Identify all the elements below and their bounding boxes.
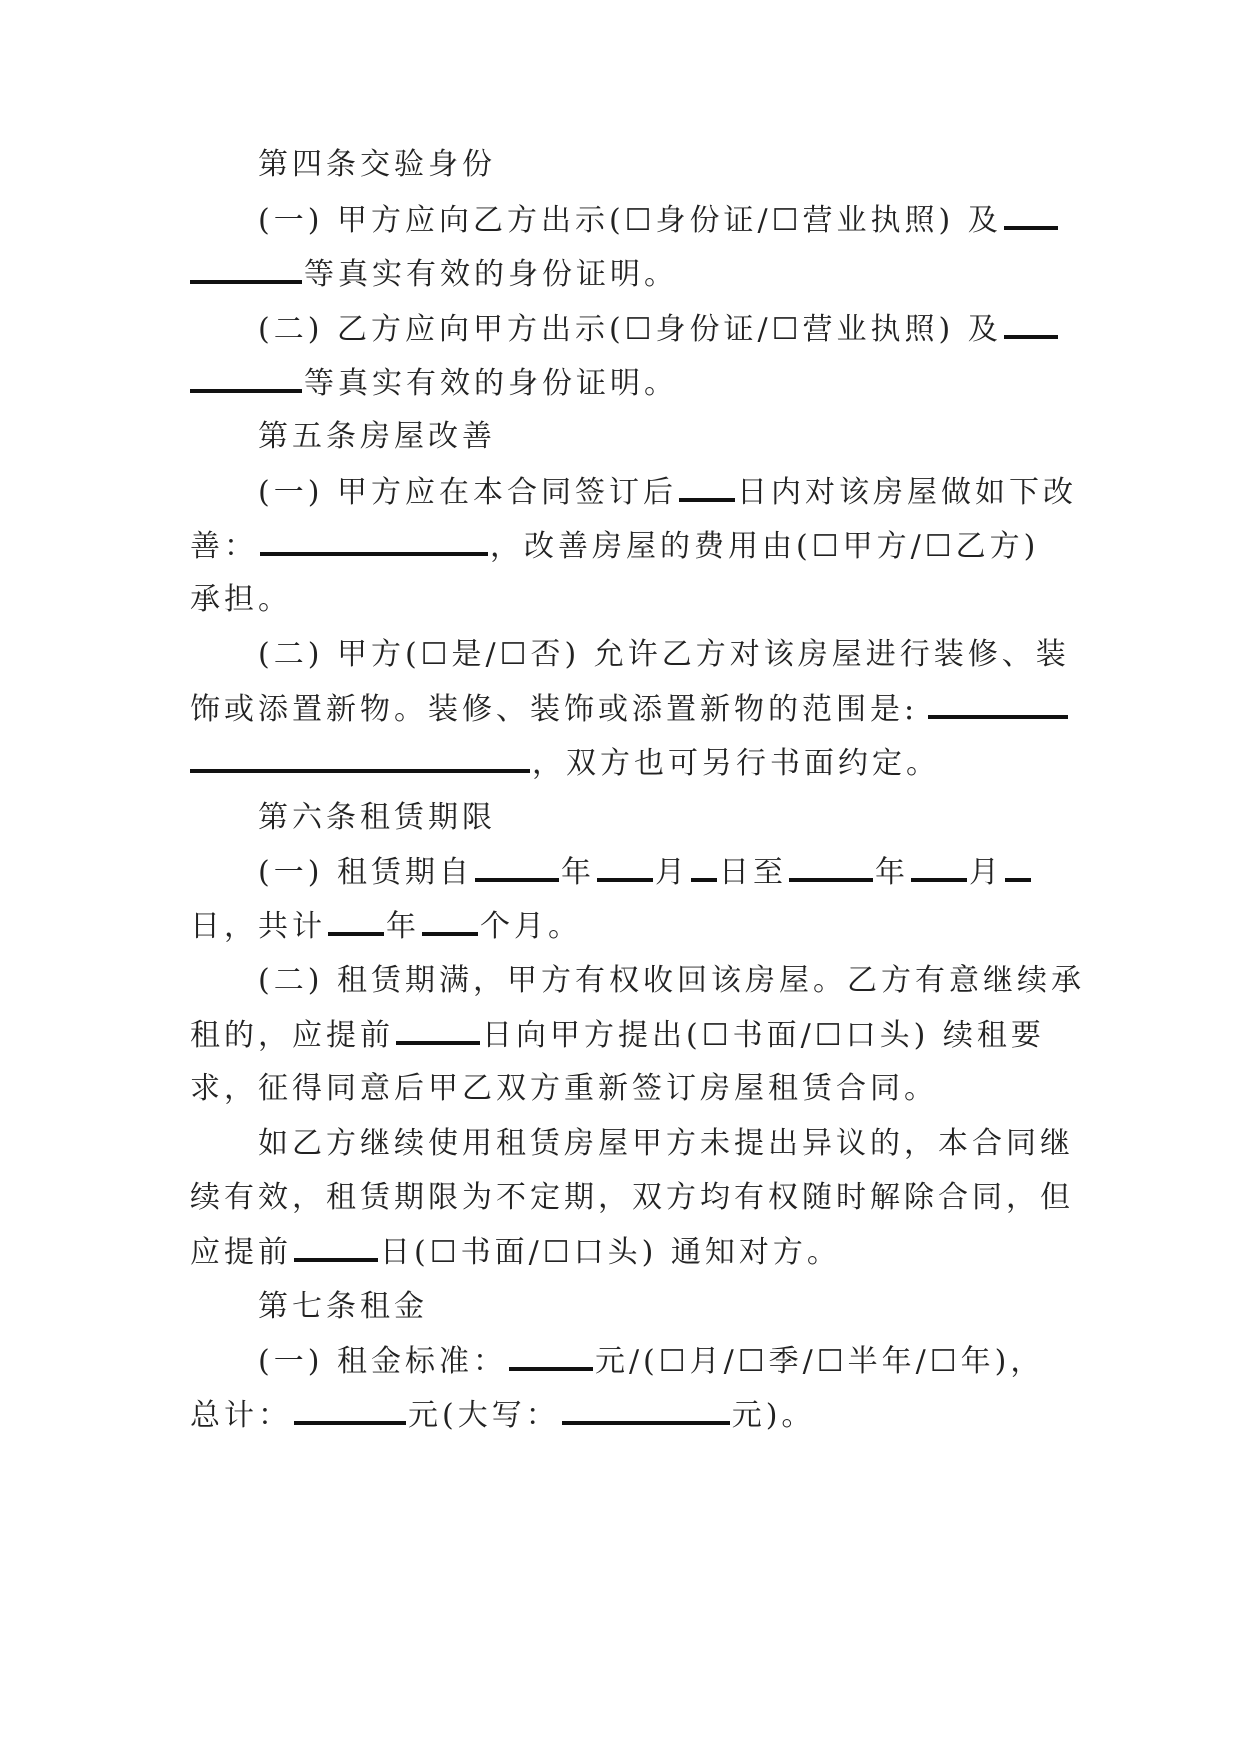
fill-blank[interactable] [190,739,530,773]
article-4-para-2-line-2 [190,359,678,407]
fill-blank[interactable] [1005,848,1031,882]
article-4-para-1-text: (一) 甲方应向乙方出示(☐身份证/☐营业执照) 及 [258,203,1002,238]
article-4-para-2-text: (二) 乙方应向甲方出示(☐身份证/☐营业执照) 及 [258,312,1002,347]
article-4-para-1-line-2 [190,250,678,298]
article-6-para-2-line-3: 求，征得同意后甲乙双方重新签订房屋租赁合同。 [190,1071,938,1106]
article-7-para-1-line-1 [258,1337,1044,1385]
article-6-year-label-2: 年 [874,855,909,890]
article-5-para-2-line-2 [190,685,1070,733]
article-5-para-2-line-3 [190,739,940,787]
article-6-para-1-line-2 [190,902,582,950]
article-6-para-3-line-3 [190,1228,841,1276]
fill-blank[interactable] [691,848,717,882]
article-7-para-1-text-e: 元)。 [731,1398,816,1433]
article-6-para-2-line-2 [190,1011,1045,1059]
article-5-para-1-text-c: 善： [190,529,258,564]
fill-blank[interactable] [597,848,653,882]
article-7-heading: 第七条租金 [258,1289,428,1324]
article-4-para-2-line-1 [258,305,1060,353]
fill-blank[interactable] [328,902,384,936]
article-6-para-3-text-a: 应提前 [190,1235,292,1270]
article-6-para-1-text-a: (一) 租赁期自 [258,855,473,890]
article-7-para-1-text-a: (一) 租金标准： [258,1344,507,1379]
article-5-para-1-text-d: ，改善房屋的费用由(☐甲方/☐乙方) [490,529,1040,564]
article-5-para-2-text: 饰或添置新物。装修、装饰或添置新物的范围是: [190,692,919,727]
article-6-para-3-line-1: 如乙方继续使用租赁房屋甲方未提出异议的，本合同继 [258,1126,1074,1161]
article-7-para-1-text-b: 元/(☐月/☐季/☐半年/☐年)， [594,1344,1045,1379]
fill-blank[interactable] [1004,196,1058,230]
fill-blank[interactable] [911,848,967,882]
article-6-year-label: 年 [560,855,595,890]
article-6-para-1-text-b: 日，共计 [190,909,326,944]
article-5-para-2-suffix: ，双方也可另行书面约定。 [532,746,940,781]
article-4-para-1-line-1 [258,196,1060,244]
article-6-para-2-text-a: 租的，应提前 [190,1018,394,1053]
fill-blank[interactable] [562,1391,730,1425]
article-6-para-1-line-1 [258,848,1033,896]
fill-blank[interactable] [789,848,873,882]
article-6-para-3-line-2: 续有效，租赁期限为不定期，双方均有权随时解除合同，但 [190,1180,1074,1215]
article-7-para-1-line-2 [190,1391,815,1439]
article-5-para-1-text-b: 日内对该房屋做如下改 [736,475,1077,510]
article-5-para-2-line-1: (二) 甲方(☐是/☐否) 允许乙方对该房屋进行装修、装 [258,637,1070,672]
article-4-heading: 第四条交验身份 [258,147,496,182]
article-5-para-1-line-2 [190,522,1039,570]
fill-blank[interactable] [475,848,559,882]
fill-blank[interactable] [422,902,478,936]
article-5-para-1-text-a: (一) 甲方应在本合同签订后 [258,475,677,510]
article-4-para-1-suffix: 等真实有效的身份证明。 [304,257,678,292]
article-6-month-label: 月 [654,855,689,890]
article-4-para-2-suffix: 等真实有效的身份证明。 [304,366,678,401]
article-5-para-1-line-3: 承担。 [190,582,292,617]
article-6-month-label-2: 月 [968,855,1003,890]
article-6-day-to-label: 日至 [718,855,787,890]
fill-blank[interactable] [294,1391,406,1425]
fill-blank[interactable] [509,1337,593,1371]
article-7-para-1-text-c: 总计： [190,1398,292,1433]
article-6-para-2-text-b: 日向甲方提出(☐书面/☐口头) 续租要 [482,1018,1045,1053]
fill-blank[interactable] [1004,305,1058,339]
fill-blank[interactable] [260,522,488,556]
article-6-para-3-text-b: 日(☐书面/☐口头) 通知对方。 [380,1235,841,1270]
fill-blank[interactable] [928,685,1068,719]
article-6-para-2-line-1: (二) 租赁期满，甲方有权收回该房屋。乙方有意继续承 [258,963,1085,998]
article-6-para-1-text-c: 年 [386,909,420,944]
fill-blank[interactable] [294,1228,378,1262]
article-7-para-1-text-d: 元(大写： [408,1398,560,1433]
article-5-para-1-line-1 [258,468,1077,516]
article-6-para-1-text-d: 个月。 [480,909,582,944]
fill-blank[interactable] [190,359,302,393]
fill-blank[interactable] [396,1011,480,1045]
fill-blank[interactable] [679,468,735,502]
fill-blank[interactable] [190,250,302,284]
article-5-heading: 第五条房屋改善 [258,419,496,454]
article-6-heading: 第六条租赁期限 [258,800,496,835]
